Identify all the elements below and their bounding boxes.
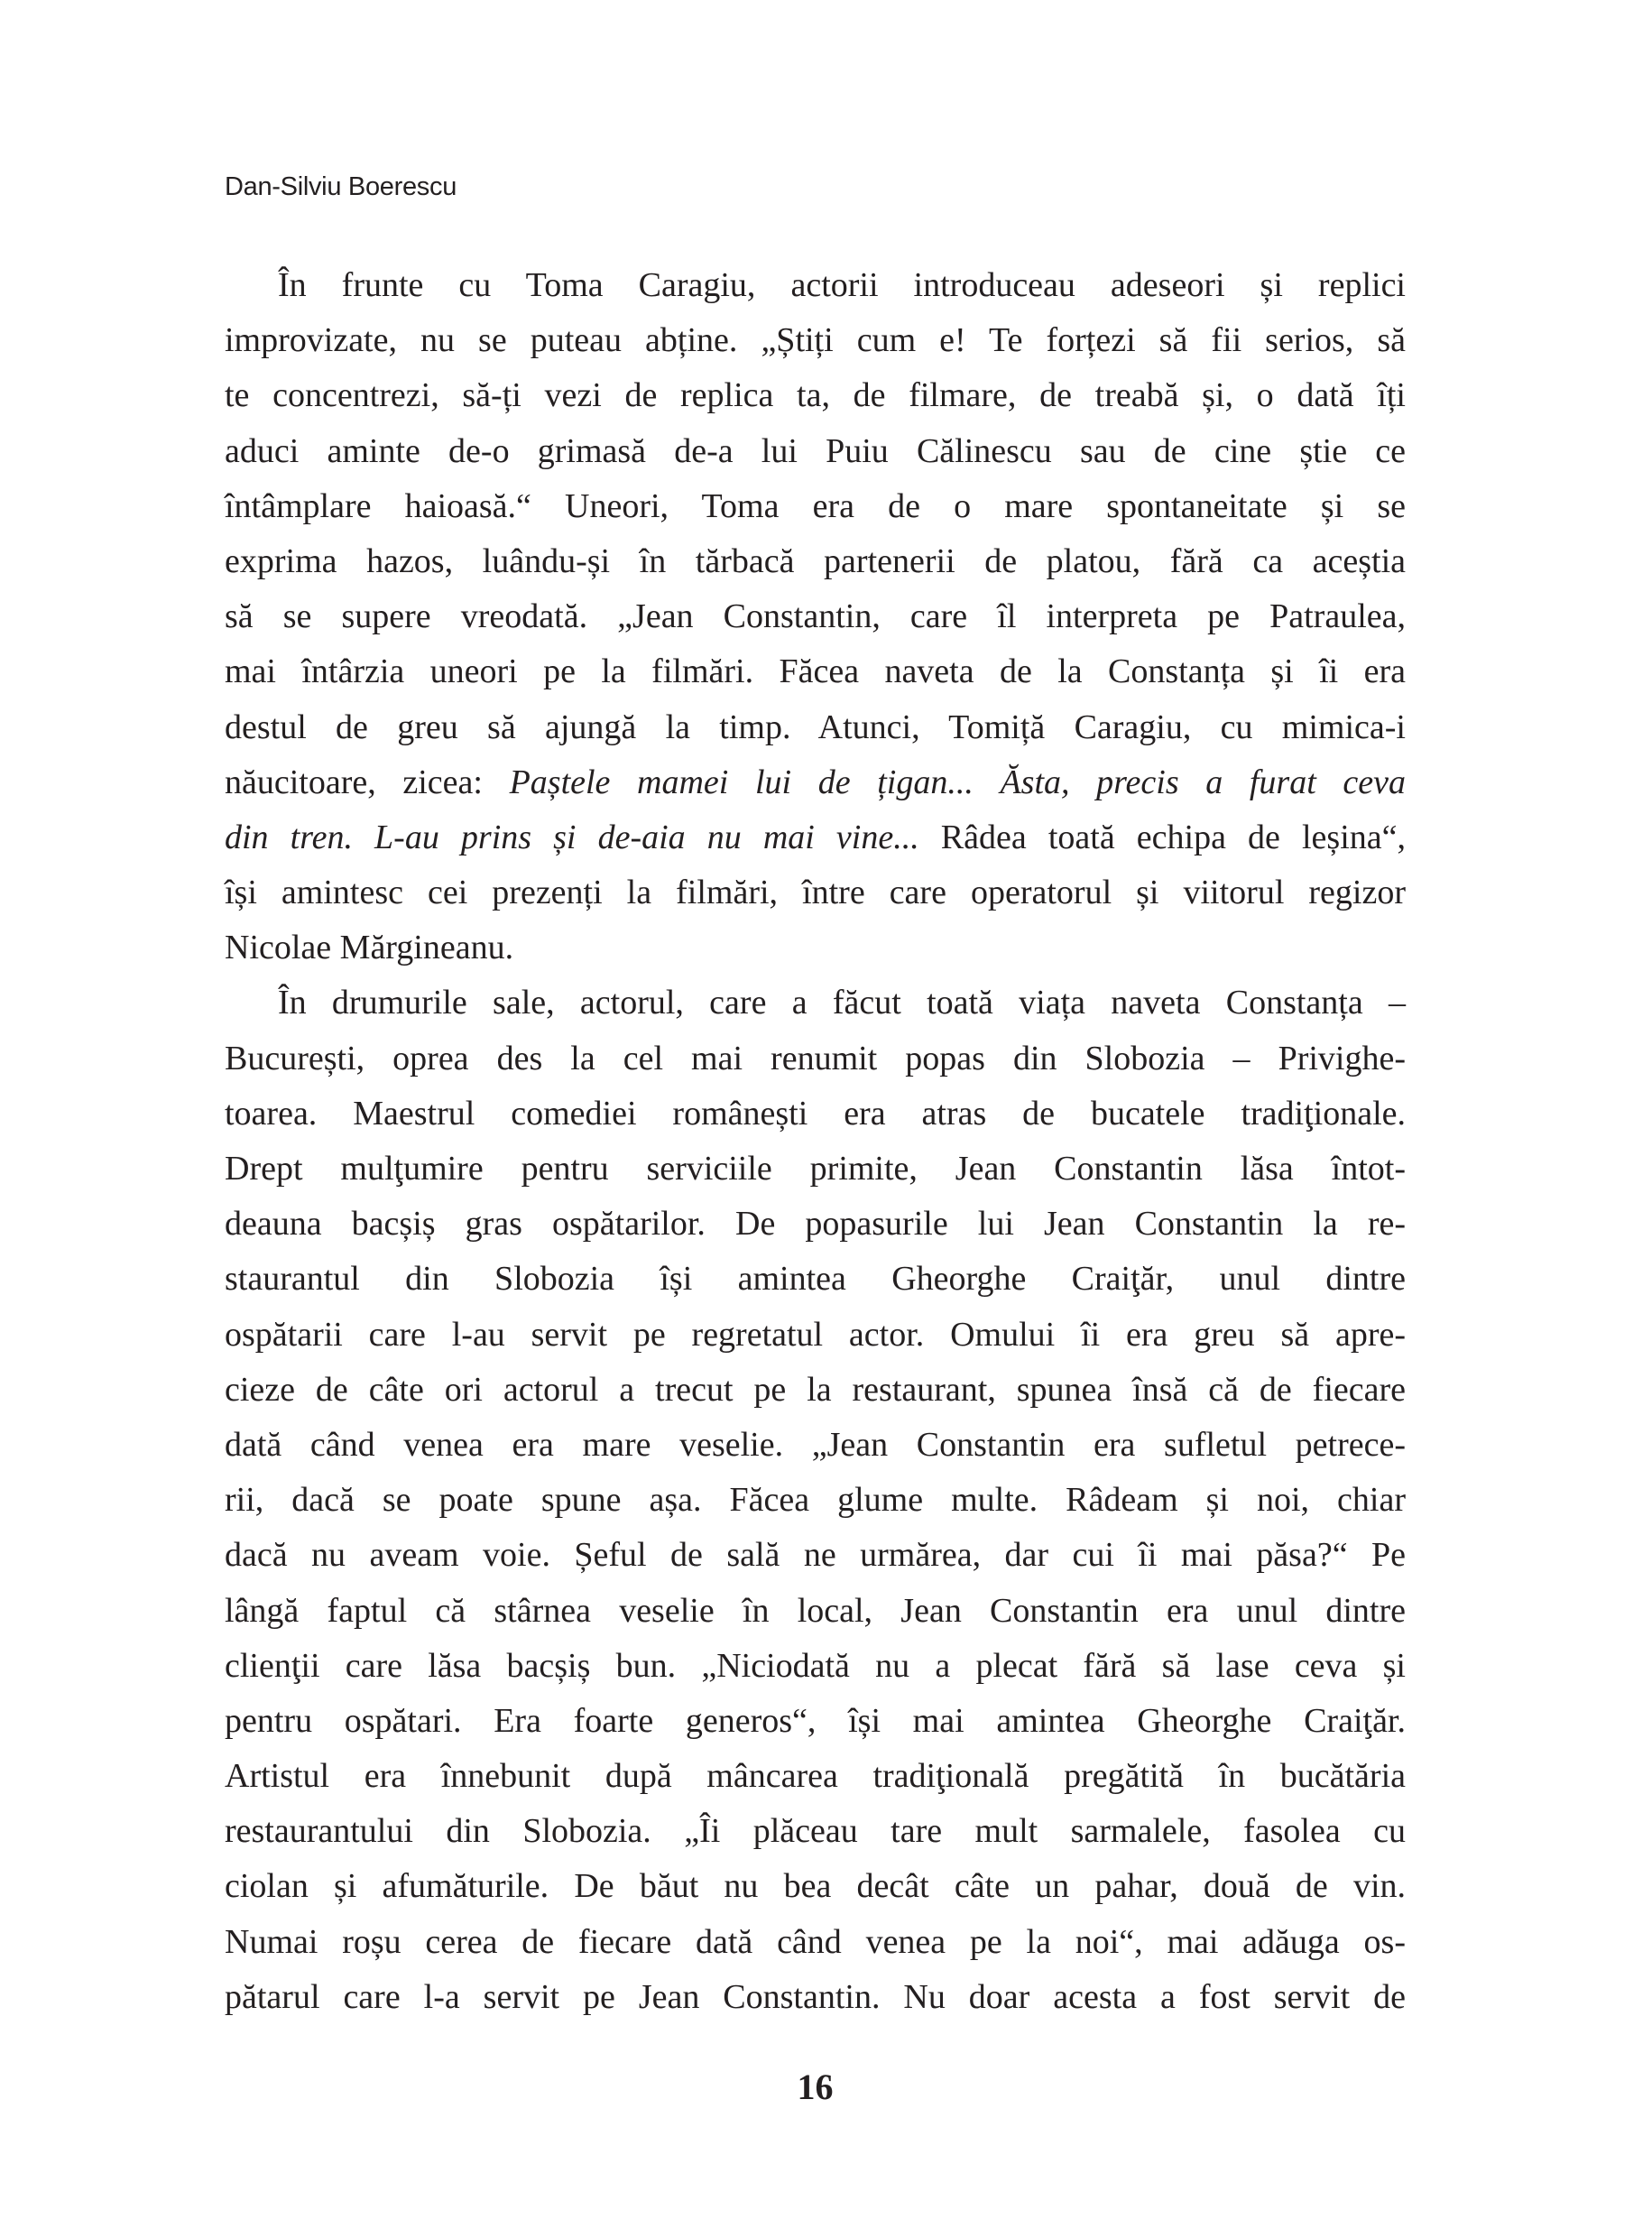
text-segment: mai întârzia uneori pe la filmări. Făcea naveta de la Constanța și îi era <box>225 652 1406 691</box>
text-segment: ospătarii care l-au servit pe regretatul actor. Omului îi era greu să apre- <box>225 1315 1406 1354</box>
italic-quote: din tren. L-au prins și de-aia nu mai vine... <box>225 818 919 856</box>
text-line <box>225 1639 1406 1694</box>
text-line <box>225 368 1406 423</box>
text-line <box>225 920 1406 976</box>
text-line <box>225 1363 1406 1418</box>
running-head-author: Dan-Silviu Boerescu <box>225 172 457 201</box>
text-line <box>225 1694 1406 1749</box>
text-segment: toarea. Maestrul comediei românești era atras de bucatele tradiţionale. <box>225 1094 1406 1133</box>
text-line <box>225 258 1406 313</box>
text-line <box>225 1197 1406 1252</box>
text-segment: aduci aminte de-o grimasă de-a lui Puiu Călinescu sau de cine știe ce <box>225 431 1406 470</box>
text-segment: Artistul era înnebunit după mâncarea tradiţională pregătită în bucătăria <box>225 1757 1406 1796</box>
text-line <box>225 1584 1406 1639</box>
text-segment: Numai roșu cerea de fiecare dată când venea pe la noi“, mai adăuga os- <box>225 1922 1406 1961</box>
text-segment: pătarul care l-a servit pe Jean Constantin. Nu doar acesta a fost servit de <box>225 1977 1406 2016</box>
text-line <box>225 534 1406 589</box>
text-line <box>225 1418 1406 1473</box>
text-line <box>225 1473 1406 1528</box>
text-segment: dată când venea era mare veselie. „Jean Constantin era sufletul petrece- <box>225 1425 1406 1464</box>
text-line <box>225 1970 1406 2025</box>
text-segment: exprima hazos, luându-și în tărbacă partenerii de platou, fără ca aceștia <box>225 541 1406 580</box>
text-segment: pentru ospătari. Era foarte generos“, își mai amintea Gheorghe Craiţăr. <box>225 1701 1406 1740</box>
text-segment: improvizate, nu se puteau abține. „Știți cum e! Te forțezi să fii serios, să <box>225 321 1406 360</box>
text-segment: În frunte cu Toma Caragiu, actorii introduceau adeseori și replici <box>278 266 1406 304</box>
text-segment: destul de greu să ajungă la timp. Atunci, Tomiță Caragiu, cu mimica-i <box>225 707 1406 746</box>
text-line <box>225 313 1406 368</box>
italic-quote: Paștele mamei lui de țigan... Ăsta, precis a furat ceva <box>509 763 1406 801</box>
body-text <box>225 258 1406 2025</box>
text-segment: restaurantului din Slobozia. „Îi plăceau tare mult sarmalele, fasolea cu <box>225 1812 1406 1851</box>
text-line <box>225 589 1406 644</box>
text-line <box>225 700 1406 755</box>
text-line <box>225 1528 1406 1583</box>
text-segment: lângă faptul că stârnea veselie în local, Jean Constantin era unul dintre <box>225 1591 1406 1630</box>
text-line <box>225 424 1406 479</box>
text-segment: dacă nu aveam voie. Șeful de sală ne urmărea, dar cui îi mai păsa?“ Pe <box>225 1536 1406 1575</box>
text-segment: năucitoare, zicea: <box>225 763 510 801</box>
page-number-value: 16 <box>797 2067 834 2107</box>
text-line <box>225 1859 1406 1914</box>
text-line <box>225 1915 1406 1970</box>
text-segment: rii, dacă se poate spune așa. Făcea glume multe. Râdeam și noi, chiar <box>225 1481 1406 1520</box>
text-line <box>225 1252 1406 1307</box>
text-line <box>225 1142 1406 1197</box>
text-segment: În drumurile sale, actorul, care a făcut toată viața naveta Constanța – <box>278 984 1406 1022</box>
text-line <box>225 479 1406 534</box>
text-segment: Râdea toată echipa de leșina“, <box>918 818 1406 856</box>
text-segment: clienţii care lăsa bacșiș bun. „Niciodată nu a plecat fără să lase ceva și <box>225 1646 1406 1685</box>
text-line <box>225 810 1406 865</box>
text-line <box>225 1308 1406 1363</box>
text-segment: Drept mulţumire pentru serviciile primite, Jean Constantin lăsa întot- <box>225 1150 1406 1188</box>
text-segment: București, oprea des la cel mai renumit popas din Slobozia – Privighe- <box>225 1039 1406 1077</box>
text-segment: ciolan și afumăturile. De băut nu bea decât câte un pahar, două de vin. <box>225 1867 1406 1906</box>
text-segment: întâmplare haioasă.“ Uneori, Toma era de o mare spontaneitate și se <box>225 486 1406 525</box>
paragraph <box>225 976 1406 2025</box>
text-segment: cieze de câte ori actorul a trecut pe la restaurant, spunea însă că de fiecare <box>225 1370 1406 1409</box>
text-segment: își amintesc cei prezenți la filmări, între care operatorul și viitorul regizor <box>225 874 1406 912</box>
text-line <box>225 976 1406 1031</box>
text-segment: staurantul din Slobozia își amintea Gheorghe Craiţăr, unul dintre <box>225 1260 1406 1299</box>
text-line <box>225 644 1406 699</box>
text-line <box>225 1031 1406 1087</box>
text-line <box>225 755 1406 810</box>
text-segment: te concentrezi, să-ți vezi de replica ta, de filmare, de treabă și, o dată îți <box>225 376 1406 415</box>
text-line <box>225 1087 1406 1142</box>
text-line <box>225 1804 1406 1859</box>
text-line <box>225 865 1406 920</box>
text-segment: deauna bacșiș gras ospătarilor. De popasurile lui Jean Constantin la re- <box>225 1205 1406 1244</box>
text-segment: să se supere vreodată. „Jean Constantin, care îl interpreta pe Patraulea, <box>225 597 1406 636</box>
page-number <box>0 2065 1652 2110</box>
text-line <box>225 1749 1406 1804</box>
text-segment: Nicolae Mărgineanu. <box>225 929 514 967</box>
paragraph <box>225 258 1406 976</box>
